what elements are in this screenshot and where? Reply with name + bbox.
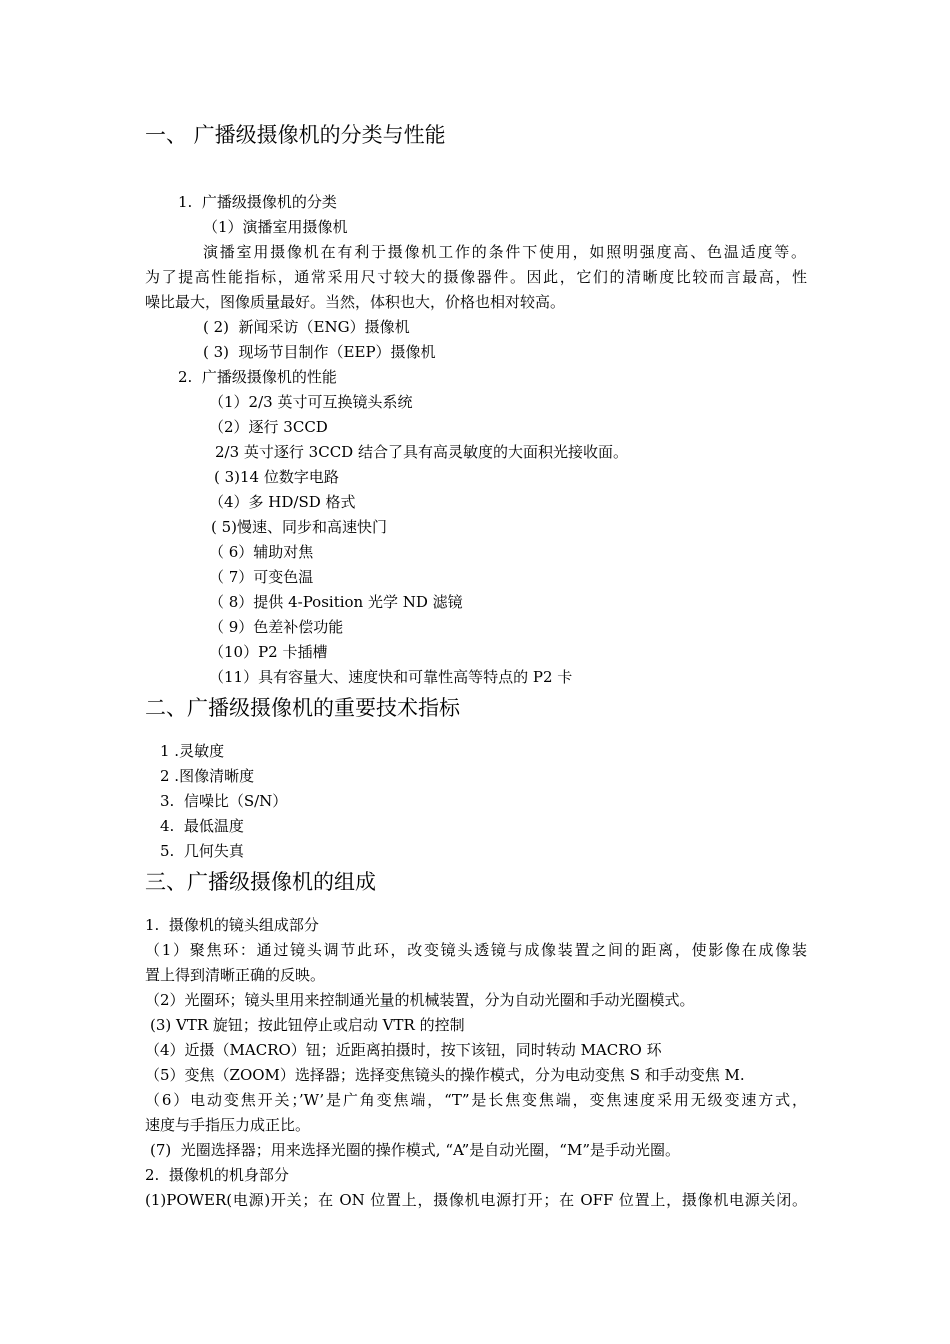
- list-item: 4. 最低温度: [160, 817, 244, 835]
- list-item: ( 5)慢速、同步和高速快门: [211, 518, 388, 536]
- section-3-title: 三、广播级摄像机的组成: [145, 870, 376, 894]
- paragraph-line: 演播室用摄像机在有利于摄像机工作的条件下使用，如照明强度高、色温适度等。: [203, 243, 806, 261]
- list-item: （10）P2 卡插槽: [209, 643, 328, 661]
- paragraph-line: （6）电动变焦开关；’W’是广角变焦端，“T”是长焦变焦端，变焦速度采用无级变速方式，: [145, 1091, 807, 1109]
- list-item: （4）多 HD/SD 格式: [209, 493, 356, 511]
- section-1-title: 一、 广播级摄像机的分类与性能: [145, 123, 446, 147]
- list-item: ( 3) 现场节目制作（EEP）摄像机: [203, 343, 436, 361]
- list-item: ( 3)14 位数字电路: [214, 468, 339, 486]
- paragraph-line: （1）聚焦环：通过镜头调节此环，改变镜头透镜与成像装置之间的距离，使影像在成像装: [145, 941, 807, 959]
- paragraph-line: 噪比最大，图像质量最好。当然，体积也大，价格也相对较高。: [145, 293, 566, 311]
- list-item: （11）具有容量大、速度快和可靠性高等特点的 P2 卡: [209, 668, 573, 686]
- subheading-1-2: 2. 广播级摄像机的性能: [178, 368, 337, 386]
- list-item: 1 .灵敏度: [160, 742, 225, 760]
- list-item: （1）演播室用摄像机: [203, 218, 348, 236]
- paragraph-line: (1)POWER(电源)开关；在 ON 位置上，摄像机电源打开；在 OFF 位置上，摄像机电源关闭。: [145, 1191, 807, 1209]
- paragraph-line: （2）光圈环；镜头里用来控制通光量的机械装置，分为自动光圈和手动光圈模式。: [145, 991, 695, 1009]
- paragraph-line: (3) VTR 旋钮；按此钮停止或启动 VTR 的控制: [150, 1016, 465, 1034]
- section-2-title: 二、广播级摄像机的重要技术指标: [145, 696, 460, 720]
- list-item: 2/3 英寸逐行 3CCD 结合了具有高灵敏度的大面积光接收面。: [215, 443, 628, 461]
- paragraph-line: 为了提高性能指标，通常采用尺寸较大的摄像器件。因此，它们的清晰度比较而言最高，性: [145, 268, 807, 286]
- paragraph-line: 速度与手指压力成正比。: [145, 1116, 311, 1134]
- list-item: 3. 信噪比（S/N）: [160, 792, 288, 810]
- paragraph-line: （4）近摄（MACRO）钮；近距离拍摄时，按下该钮，同时转动 MACRO 环: [145, 1041, 662, 1059]
- list-item: （ 9）色差补偿功能: [209, 618, 344, 636]
- subheading-3-2: 2. 摄像机的机身部分: [145, 1166, 289, 1184]
- list-item: （ 7）可变色温: [209, 568, 314, 586]
- list-item: （ 8）提供 4-Position 光学 ND 滤镜: [209, 593, 463, 611]
- subheading-1-1: 1. 广播级摄像机的分类: [178, 193, 337, 211]
- paragraph-line: （5）变焦（ZOOM）选择器；选择变焦镜头的操作模式，分为电动变焦 S 和手动变焦 M.: [145, 1066, 745, 1084]
- list-item: 2 .图像清晰度: [160, 767, 255, 785]
- paragraph-line: 置上得到清晰正确的反映。: [145, 966, 326, 984]
- list-item: 5. 几何失真: [160, 842, 244, 860]
- list-item: （2）逐行 3CCD: [209, 418, 328, 436]
- list-item: ( 2) 新闻采访（ENG）摄像机: [203, 318, 410, 336]
- list-item: （ 6）辅助对焦: [209, 543, 314, 561]
- paragraph-line: (7) 光圈选择器；用来选择光圈的操作模式, “A”是自动光圈，“M”是手动光圈。: [150, 1141, 680, 1159]
- subheading-3-1: 1. 摄像机的镜头组成部分: [145, 916, 319, 934]
- list-item: （1）2/3 英寸可互换镜头系统: [209, 393, 413, 411]
